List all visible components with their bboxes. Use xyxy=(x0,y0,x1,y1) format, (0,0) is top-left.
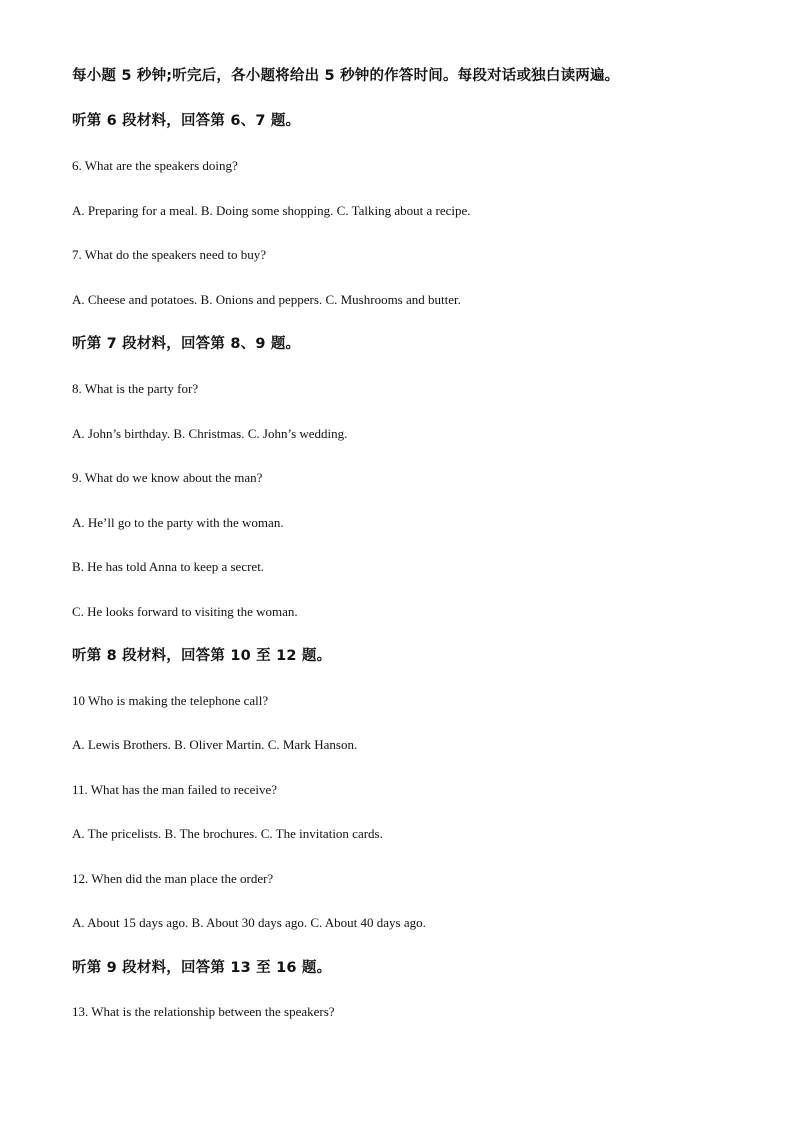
section-heading-8: 听第 8 段材料，回答第 10 至 12 题。 xyxy=(72,648,332,664)
question-12: 12. When did the man place the order? xyxy=(72,871,274,886)
instruction-line: 每小题 5 秒钟;听完后，各小题将给出 5 秒钟的作答时间。每段对话或独白读两遍。 xyxy=(72,68,620,84)
section-heading-6: 听第 6 段材料，回答第 6、7 题。 xyxy=(72,113,301,129)
options-11: A. The pricelists. B. The brochures. C. The invitation cards. xyxy=(72,826,383,841)
section-heading-7: 听第 7 段材料，回答第 8、9 题。 xyxy=(72,336,301,352)
question-9: 9. What do we know about the man? xyxy=(72,470,263,485)
options-8: A. John’s birthday. B. Christmas. C. John’s wedding. xyxy=(72,426,348,441)
options-7: A. Cheese and potatoes. B. Onions and peppers. C. Mushrooms and butter. xyxy=(72,292,461,307)
option-9b: B. He has told Anna to keep a secret. xyxy=(72,559,265,574)
question-7: 7. What do the speakers need to buy? xyxy=(72,247,266,262)
options-12: A. About 15 days ago. B. About 30 days ago. C. About 40 days ago. xyxy=(72,915,426,930)
option-9c: C. He looks forward to visiting the woman. xyxy=(72,604,298,619)
question-11: 11. What has the man failed to receive? xyxy=(72,782,278,797)
options-6: A. Preparing for a meal. B. Doing some shopping. C. Talking about a recipe. xyxy=(72,203,471,218)
option-9a: A. He’ll go to the party with the woman. xyxy=(72,515,284,530)
options-10: A. Lewis Brothers. B. Oliver Martin. C. Mark Hanson. xyxy=(72,737,358,752)
question-6: 6. What are the speakers doing? xyxy=(72,158,238,173)
question-8: 8. What is the party for? xyxy=(72,381,199,396)
question-13: 13. What is the relationship between the speakers? xyxy=(72,1004,335,1019)
section-heading-9: 听第 9 段材料，回答第 13 至 16 题。 xyxy=(72,960,332,976)
question-10: 10 Who is making the telephone call? xyxy=(72,693,269,708)
